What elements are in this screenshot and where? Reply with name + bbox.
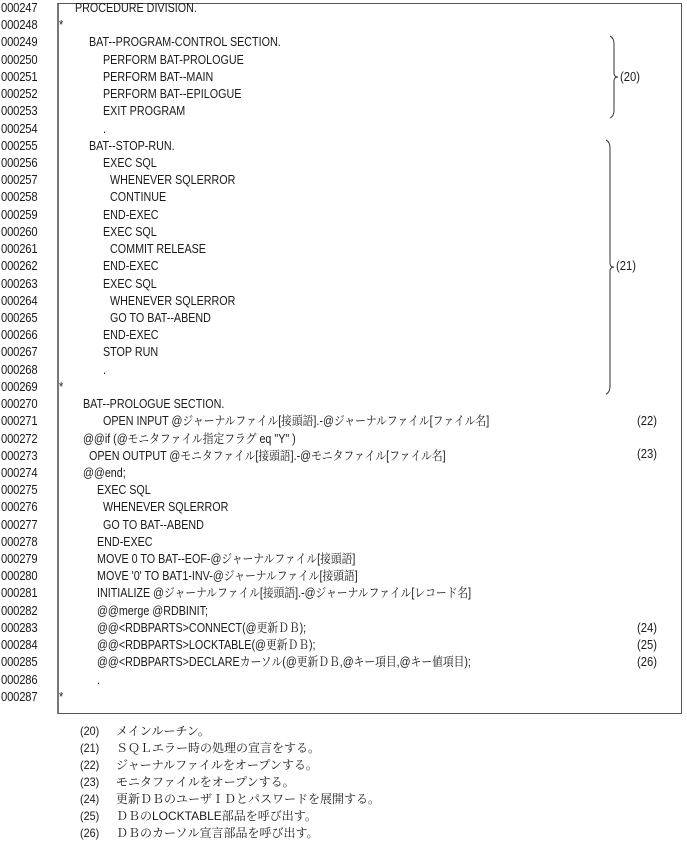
line-number: 000279	[1, 552, 38, 567]
note-item	[80, 723, 380, 740]
line-number: 000256	[1, 155, 38, 170]
code-line: CONTINUE	[110, 190, 167, 205]
code-line: PERFORM BAT--EPILOGUE	[103, 87, 242, 102]
code-line: WHENEVER SQLERROR	[110, 293, 236, 308]
note-item	[80, 740, 380, 757]
line-number: 000272	[1, 431, 38, 446]
note-number: (23)	[80, 775, 100, 789]
line-number: 000273	[1, 448, 38, 463]
annotation-marker: (25)	[637, 638, 658, 653]
line-number: 000258	[1, 190, 38, 205]
code-line: MOVE 0 TO BAT--EOF-@ジャーナルファイル[接頭語]	[97, 552, 356, 567]
line-number: 000263	[1, 276, 38, 291]
line-number: 000250	[1, 52, 38, 67]
code-line: @@<RDBPARTS>LOCKTABLE(@更新ＤＢ);	[97, 638, 316, 653]
line-number: 000283	[1, 620, 38, 635]
note-text: ＤＢのカーソル宣言部品を呼び出す。	[116, 826, 319, 840]
line-number: 000264	[1, 293, 38, 308]
code-line: PROCEDURE DIVISION.	[75, 1, 197, 15]
code-line: *	[59, 379, 64, 394]
annotation-marker: (23)	[637, 446, 658, 461]
code-line: *	[59, 689, 64, 704]
code-line: .	[103, 121, 106, 136]
line-number: 000275	[1, 483, 38, 498]
line-number: 000255	[1, 138, 38, 153]
brace-label: (20)	[620, 69, 641, 84]
annotation-marker: (24)	[637, 620, 658, 635]
note-number: (21)	[80, 741, 100, 755]
code-line: COMMIT RELEASE	[110, 242, 206, 257]
note-item	[80, 774, 380, 791]
brace-label: (21)	[616, 259, 637, 274]
code-line: .	[97, 672, 100, 687]
line-number: 000278	[1, 534, 38, 549]
line-number: 000277	[1, 517, 38, 532]
code-line: BAT--PROGRAM-CONTROL SECTION.	[89, 35, 281, 50]
note-text: ＤＢのLOCKTABLE部品を呼び出す。	[116, 809, 317, 823]
line-number: 000281	[1, 586, 38, 601]
code-line: STOP RUN	[103, 345, 159, 360]
code-line: MOVE '0' TO BAT1-INV-@ジャーナルファイル[接頭語]	[97, 569, 358, 584]
note-item	[80, 791, 380, 808]
note-item	[80, 808, 380, 825]
note-number: (25)	[80, 809, 100, 823]
line-number: 000270	[1, 397, 38, 412]
code-line: PERFORM BAT-PROLOGUE	[103, 52, 244, 67]
code-line: OPEN OUTPUT @モニタファイル[接頭語].-@モニタファイル[ファイル名]	[89, 448, 446, 463]
line-number: 000276	[1, 500, 38, 515]
code-line: EXIT PROGRAM	[103, 104, 186, 119]
note-text: ジャーナルファイルをオープンする。	[116, 758, 318, 772]
note-number: (22)	[80, 758, 100, 772]
code-line: END-EXEC	[97, 534, 153, 549]
note-item	[80, 757, 380, 774]
code-line: GO TO BAT--ABEND	[110, 310, 211, 325]
code-line: OPEN INPUT @ジャーナルファイル[接頭語].-@ジャーナルファイル[ファイル名]	[103, 414, 490, 429]
line-number: 000285	[1, 655, 38, 670]
note-text: メインルーチン。	[116, 724, 210, 738]
line-number: 000253	[1, 104, 38, 119]
code-line: GO TO BAT--ABEND	[103, 517, 204, 532]
code-line: WHENEVER SQLERROR	[110, 173, 236, 188]
line-number: 000247	[1, 1, 38, 15]
line-number: 000271	[1, 414, 38, 429]
line-number: 000286	[1, 672, 38, 687]
code-line: @@<RDBPARTS>DECLAREカーソル(@更新ＤＢ,@キー項目,@キー値項目);	[97, 655, 471, 670]
note-number: (24)	[80, 792, 100, 806]
code-line: END-EXEC	[103, 328, 159, 343]
line-number: 000269	[1, 379, 38, 394]
line-number: 000265	[1, 310, 38, 325]
line-number: 000254	[1, 121, 38, 136]
code-line: @@if (@モニタファイル指定フラグ eq "Y" )	[83, 431, 296, 446]
line-number: 000261	[1, 242, 38, 257]
note-text: 更新ＤＢのユーザＩＤとパスワードを展開する。	[116, 792, 381, 806]
note-item	[80, 825, 380, 842]
line-number: 000260	[1, 224, 38, 239]
line-number: 000251	[1, 69, 38, 84]
code-line: @@merge @RDBINIT;	[97, 603, 208, 618]
code-line: .	[103, 362, 106, 377]
notes-list	[80, 723, 380, 842]
note-text: ＳＱＬエラー時の処理の宣言をする。	[116, 741, 321, 755]
code-line: EXEC SQL	[103, 224, 157, 239]
code-line: @@<RDBPARTS>CONNECT(@更新ＤＢ);	[97, 620, 307, 635]
annotation-marker: (22)	[637, 414, 658, 429]
note-text: モニタファイルをオープンする。	[116, 775, 295, 789]
code-line: END-EXEC	[103, 207, 159, 222]
note-number: (20)	[80, 724, 100, 738]
code-line: *	[59, 18, 64, 33]
line-number: 000282	[1, 603, 38, 618]
code-line: EXEC SQL	[103, 155, 157, 170]
line-number: 000252	[1, 87, 38, 102]
code-line: WHENEVER SQLERROR	[103, 500, 229, 515]
code-line: PERFORM BAT--MAIN	[103, 69, 214, 84]
line-number: 000248	[1, 18, 38, 33]
line-number: 000284	[1, 638, 38, 653]
note-number: (26)	[80, 826, 100, 840]
code-line: BAT--PROLOGUE SECTION.	[83, 397, 225, 412]
line-number: 000268	[1, 362, 38, 377]
code-line: END-EXEC	[103, 259, 159, 274]
line-number: 000280	[1, 569, 38, 584]
code-line: @@end;	[83, 465, 126, 480]
code-line: BAT--STOP-RUN.	[89, 138, 175, 153]
line-number: 000249	[1, 35, 38, 50]
code-line: EXEC SQL	[103, 276, 157, 291]
line-number: 000259	[1, 207, 38, 222]
annotation-marker: (26)	[637, 655, 658, 670]
code-line: EXEC SQL	[97, 483, 151, 498]
line-number: 000274	[1, 465, 38, 480]
line-number: 000266	[1, 328, 38, 343]
code-line: INITIALIZE @ジャーナルファイル[接頭語].-@ジャーナルファイル[レコード名]	[97, 586, 472, 601]
line-number: 000267	[1, 345, 38, 360]
line-number: 000257	[1, 173, 38, 188]
line-number: 000287	[1, 689, 38, 704]
line-number: 000262	[1, 259, 38, 274]
